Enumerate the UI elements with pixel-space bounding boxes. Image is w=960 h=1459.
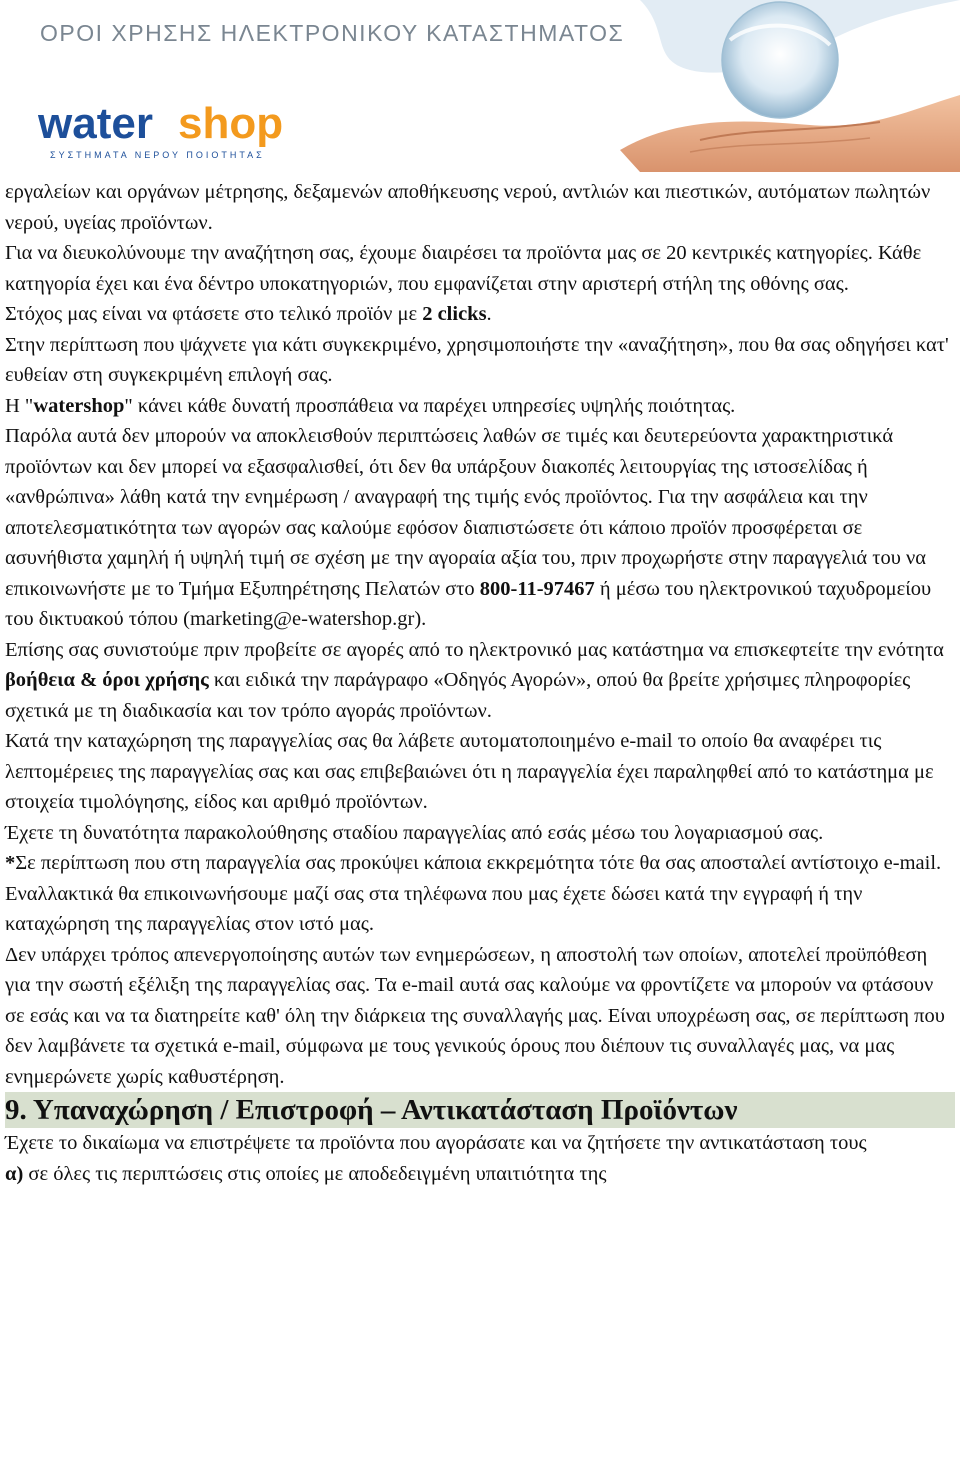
paragraph: Έχετε το δικαίωμα να επιστρέψετε τα προϊόντα που αγοράσατε και να ζητήσετε την αντικατάσταση τους (5, 1132, 867, 1154)
paragraph: Επίσης σας συνιστούμε πριν προβείτε σε αγορές από το ηλεκτρονικό μας κατάστημα να επισκεφτείτε την ενότητα βοήθεια & όροι χρήσης και ειδικά την παράγραφο «Οδηγός Αγορών», οπού θα βρείτε χρήσιμες πληροφορίες σχετικά με τη διαδικασία και τον τρόπο αγοράς προϊόντων. (5, 638, 944, 722)
paragraph: εργαλείων και οργάνων μέτρησης, δεξαμενών αποθήκευσης νερού, αντλιών και πιεστικών, αυτόματων πωλητών νερού, υγείας προϊόντων. (5, 181, 931, 234)
document-body (5, 177, 955, 1189)
page-header (0, 0, 960, 172)
paragraph: Στην περίπτωση που ψάχνετε για κάτι συγκεκριμένο, χρησιμοποιήστε την «αναζήτηση», που θα σας οδηγήσει κατ' ευθείαν στη συγκεκριμένη επιλογή σας. (5, 333, 949, 386)
paragraph: Κατά την καταχώρηση της παραγγελίας σας θα λάβετε αυτοματοποιημένο e-mail το οποίο θα αναφέρει τις λεπτομέρειες της παραγγελίας σας και σας επιβεβαιώνει ότι η παραγγελία έχει παραληφθεί από το κατάστημα με στοιχεία τιμολόγησης, είδος και αριθμό προϊόντων. (5, 730, 934, 813)
paragraph: *Σε περίπτωση που στη παραγγελία σας προκύψει κάποια εκκρεμότητα τότε θα σας αποσταλεί αντίστοιχο e-mail. (5, 852, 942, 874)
svg-text:shop: shop (178, 99, 284, 148)
paragraph: Δεν υπάρχει τρόπος απενεργοποίησης αυτών των ενημερώσεων, η αποστολή των οποίων, αποτελεί προϋπόθεση για την σωστή εξέλιξη της παραγγελίας σας. Τα e-mail αυτά σας καλούμε να φροντίζετε να μπορούν να φτάσουν σε εσάς και να τα διατηρείτε καθ' όλη την διάρκεια της συναλλαγής μας. Είναι υποχρέωση σας, σε περίπτωση που δεν λαμβάνετε τα σχετικά e-mail, σύμφωνα με τους γενικούς όρους που διέπουν τις συναλλαγές μας, να μας ενημερώνετε χωρίς καθυστέρηση. (5, 943, 945, 1088)
water-hand-illustration (580, 0, 960, 172)
watershop-logo (38, 98, 338, 164)
section-heading: 9. Υπαναχώρηση / Επιστροφή – Αντικατάσταση Προϊόντων (5, 1092, 955, 1128)
header-title: ΟΡΟΙ ΧΡΗΣΗΣ ΗΛΕΚΤΡΟΝΙΚΟΥ ΚΑΤΑΣΤΗΜΑΤΟΣ (40, 20, 625, 46)
paragraph: α) σε όλες τις περιπτώσεις στις οποίες με αποδεδειγμένη υπαιτιότητα της (5, 1162, 607, 1185)
paragraph: Η "watershop" κάνει κάθε δυνατή προσπάθεια να παρέχει υπηρεσίες υψηλής ποιότητας. (5, 394, 736, 417)
paragraph: Για να διευκολύνουμε την αναζήτηση σας, έχουμε διαιρέσει τα προϊόντα μας σε 20 κεντρικές κατηγορίες. Κάθε κατηγορία έχει και ένα δέντρο υποκατηγοριών, που εμφανίζεται στην αριστερή στήλη της οθόνης σας. (5, 242, 922, 295)
paragraph: Στόχος μας είναι να φτάσετε στο τελικό προϊόν με 2 clicks. (5, 303, 492, 325)
svg-text:ΣΥΣΤΗΜΑΤΑ ΝΕΡΟΥ ΠΟΙΟΤΗΤΑΣ: ΣΥΣΤΗΜΑΤΑ ΝΕΡΟΥ ΠΟΙΟΤΗΤΑΣ (50, 150, 265, 160)
paragraph: Έχετε τη δυνατότητα παρακολούθησης σταδίου παραγγελίας από εσάς μέσω του λογαριασμού σας. (5, 821, 824, 844)
phone-number: 800-11-97467 (479, 577, 595, 600)
help-terms-reference: βοήθεια & όροι χρήσης (5, 669, 209, 691)
svg-text:water: water (38, 99, 153, 148)
paragraph: Εναλλακτικά θα επικοινωνήσουμε μαζί σας στα τηλέφωνα που μας έχετε δώσει κατά την εγγραφή ή την καταχώρηση της παραγγελίας στον ιστό μας. (5, 882, 863, 935)
paragraph: Παρόλα αυτά δεν μπορούν να αποκλεισθούν περιπτώσεις λαθών σε τιμές και δευτερεύοντα χαρακτηριστικά προϊόντων και δεν μπορεί να εξασφαλισθεί, ότι δεν θα υπάρξουν διακοπές λειτουργίας της ιστοσελίδας ή «ανθρώπινα» λάθη κατά την ενημέρωση / αναγραφή της τιμής ενός προϊόντος. Για την ασφάλεια και την αποτελεσματικότητα των αγορών σας καλούμε εφόσον διαπιστώσετε ότι κάποιο προϊόν προσφέρεται σε ασυνήθιστα χαμηλή ή υψηλή τιμή σε σχέση με την αγοραία αξία του, πριν προχωρήστε στην παραγγελιά του να επικοινωνήστε με το Τμήμα Εξυπηρέτησης Πελατών στο 800-11-97467 ή μέσω του ηλεκτρονικού ταχυδρομείου του δικτυακού τόπου (marketing@e-watershop.gr). (5, 425, 932, 630)
